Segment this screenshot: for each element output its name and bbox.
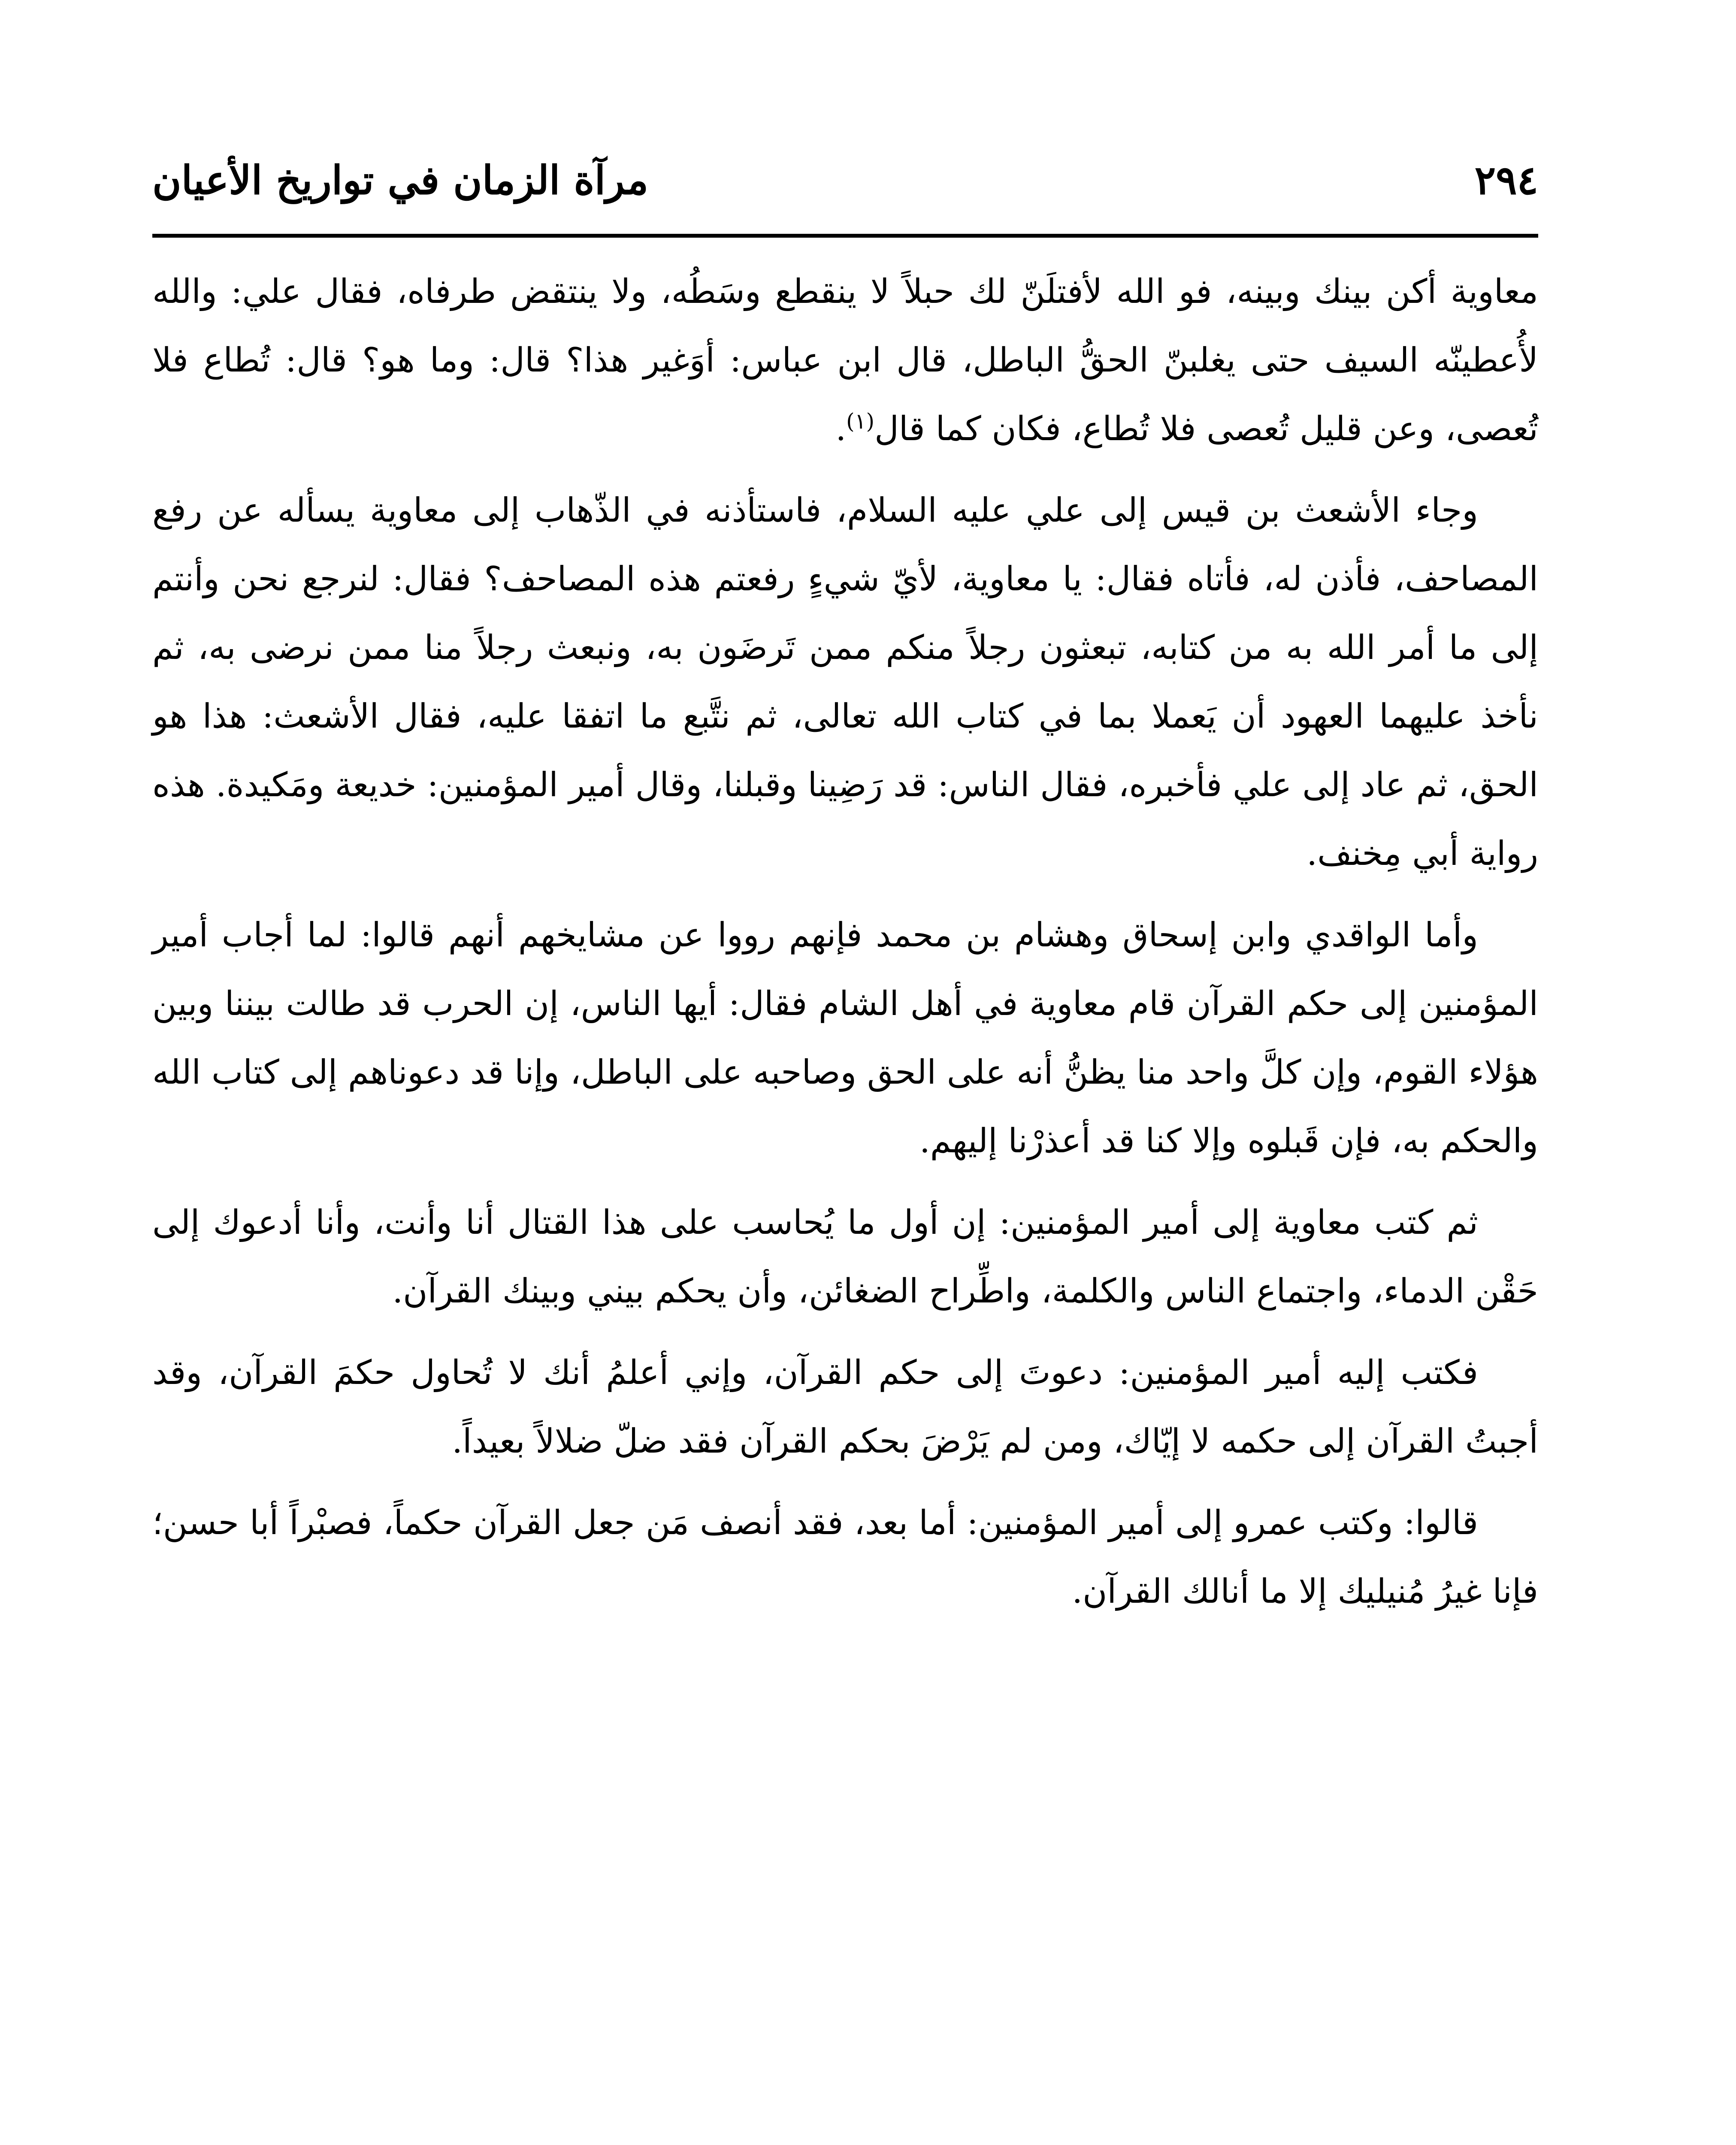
paragraph-4: ثم كتب معاوية إلى أمير المؤمنين: إن أول ما يُحاسب على هذا القتال أنا وأنت، وأنا أدعوك إلى حَقْن الدماء، واجتماع الناس والكلمة، واطِّراح الضغائن، وأن يحكم بيني وبينك القرآن. (152, 1203, 1538, 1311)
paragraph-6: قالوا: وكتب عمرو إلى أمير المؤمنين: أما بعد، فقد أنصف مَن جعل القرآن حكماً، فصبْراً أبا حسن؛ فإنا غيرُ مُنيليك إلا ما أنالك القرآن. (152, 1504, 1538, 1611)
paragraph-1-tail: . (835, 410, 847, 448)
paragraph-5: فكتب إليه أمير المؤمنين: دعوتَ إلى حكم القرآن، وإني أعلمُ أنك لا تُحاول حكمَ القرآن، وقد أجبتُ القرآن إلى حكمه لا إيّاك، ومن لم يَرْضَ بحكم القرآن فقد ضلّ ضلالاً بعيداً. (152, 1353, 1538, 1461)
paragraph-3: وأما الواقدي وابن إسحاق وهشام بن محمد فإنهم رووا عن مشايخهم أنهم قالوا: لما أجاب أمير المؤمنين إلى حكم القرآن قام معاوية في أهل الشام فقال: أيها الناس، إن الحرب قد طالت بيننا وبين هؤلاء القوم، وإن كلَّ واحد منا يظنُّ أنه على الحق وصاحبه على الباطل، وإنا قد دعوناهم إلى كتاب الله والحكم به، فإن قَبلوه وإلا كنا قد أعذرْنا إليهم. (152, 916, 1538, 1160)
main-text (152, 257, 1538, 1626)
paragraph-1 (152, 257, 1538, 463)
paragraph-2: وجاء الأشعث بن قيس إلى علي عليه السلام، فاستأذنه في الذّهاب إلى معاوية يسأله عن رفع المصاحف، فأذن له، فأتاه فقال: يا معاوية، لأيّ شيءٍ رفعتم هذه المصاحف؟ فقال: لنرجع نحن وأنتم إلى ما أمر الله به من كتابه، تبعثون رجلاً منكم ممن تَرضَون به، ونبعث رجلاً منا ممن نرضى به، ثم نأخذ عليهما العهود أن يَعملا بما في كتاب الله تعالى، ثم نتَّبع ما اتفقا عليه، فقال الأشعث: هذا هو الحق، ثم عاد إلى علي فأخبره، فقال الناس: قد رَضِينا وقبلنا، وقال أمير المؤمنين: خديعة ومَكيدة. هذه رواية أبي مِخنف. (152, 491, 1539, 873)
footnote-reference[interactable]: (١) (846, 409, 875, 434)
header-divider (152, 234, 1538, 238)
page-number: ٢٩٤ (1474, 157, 1538, 203)
running-title: مرآة الزمان في تواريخ الأعيان (152, 157, 649, 203)
paragraph-1-text: معاوية أكن بينك وبينه، فو الله لأفتلَنّ لك حبلاً لا ينقطع وسَطُه، ولا ينتقض طرفاه، فقال علي: والله لأُعطينّه السيف حتى يغلبنّ الحقُّ الباطل، قال ابن عباس: أوَغير هذا؟ قال: وما هو؟ قال: تُطاع فلا تُعصى، وعن قليل تُعصى فلا تُطاع، فكان كما قال (152, 272, 1538, 448)
page-header (152, 154, 1538, 214)
